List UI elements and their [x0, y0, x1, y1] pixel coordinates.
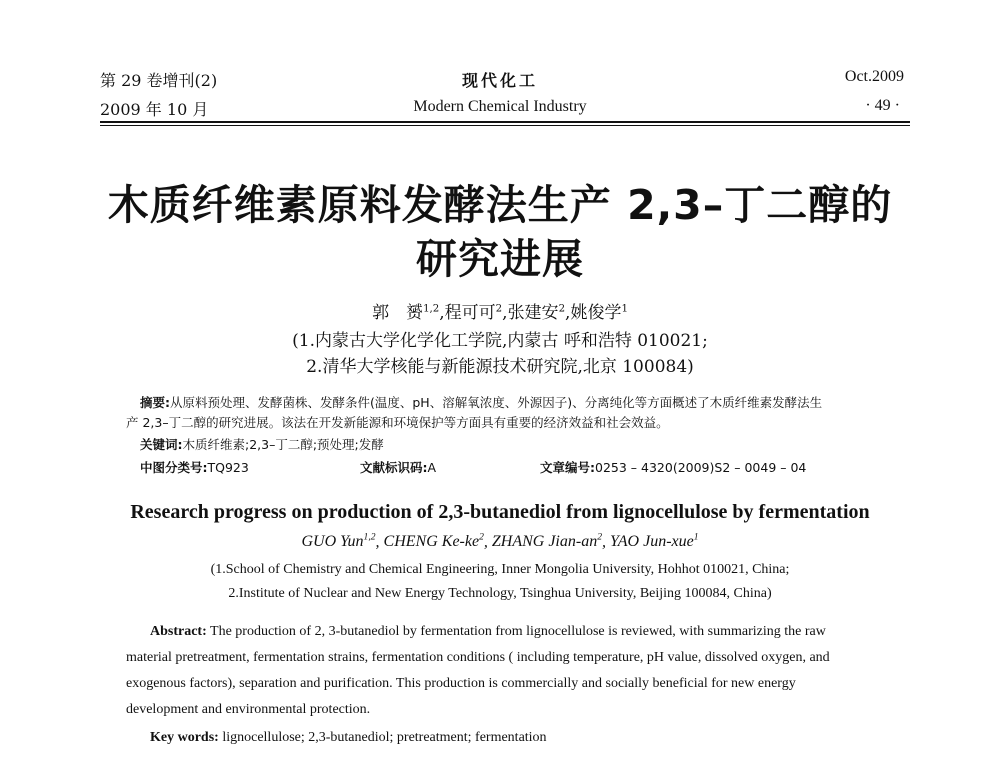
date-en: Oct.2009 [844, 68, 904, 85]
abstract-en-label: Abstract: [150, 624, 207, 639]
author-cn: 程可可$^2$ [444, 303, 503, 323]
abstract-cn-line2: 产 2,3–丁二醇的研究进展。该法在开发新能源和环境保护等方面具有重要的经济效益和社会效益。 [126, 415, 669, 430]
keywords-en: Key words: lignocellulose; 2,3-butanediol; pretreatment; fermentation [150, 730, 547, 745]
author-cn: 张建安$^2$ [507, 303, 566, 323]
journal-name-en: Modern Chemical Industry [413, 98, 587, 115]
author-cn: 郭 赟$^{1,2}$ [372, 303, 440, 323]
author-cn: 姚俊学$^1$ [570, 303, 628, 323]
document-code: 文献标识码:A [360, 460, 437, 475]
affiliation-en-line1: (1.School of Chemistry and Chemical Engineering, Inner Mongolia University, Hohhot 010021, China; [210, 562, 790, 577]
affiliation-cn-line2: 2.清华大学核能与新能源技术研究院,北京 100084) [306, 357, 694, 377]
header-rule-thin [100, 125, 910, 126]
author-en: ZHANG Jian-$an^2$ [491, 532, 602, 551]
affiliation-cn-line1: (1.内蒙古大学化学化工学院,内蒙古 呼和浩特 010021; [292, 331, 708, 351]
affiliation-en-line2: 2.Institute of Nuclear and New Energy Technology, Tsinghua University, Beijing 100084, China) [228, 586, 772, 601]
header-rule [100, 121, 910, 123]
article-number: 文章编号:0253 – 4320(2009)S2 – 0049 – 04 [540, 460, 807, 475]
date-cn: 2009 年 10 月 [100, 100, 209, 119]
authors-cn: 郭 赟$^{1,2}$,程可可$^2$,张建安$^2$,姚俊学$^1$ [372, 303, 628, 323]
abstract-en-line4: development and environmental protection. [126, 702, 371, 717]
abstract-en-line3: exogenous factors), separation and purification. This production is commercially and socially beneficial for new energy [126, 676, 796, 691]
page-number: · 49 · [865, 97, 900, 114]
journal-issue: 第 29 卷增刊(2) [100, 71, 218, 90]
author-en: YAO Jun-xue$^1$ [610, 532, 699, 551]
author-en: GUO Yun$^{1,2}$ [301, 532, 376, 551]
abstract-cn-line1: 摘要:从原料预处理、发酵菌株、发酵条件(温度、pH、溶解氧浓度、外源因子)、分离纯化等方面概述了木质纤维素发酵法生 [140, 395, 823, 410]
title-cn-line2: 研究进展 [416, 235, 584, 283]
abstract-cn-label: 摘要: [140, 395, 170, 410]
journal-name-cn: 现代化工 [461, 71, 538, 90]
title-en: Research progress on production of 2,3-butanediol from lignocellulose by fermentation [130, 501, 870, 523]
abstract-en-line2: material pretreatment, fermentation strains, fermentation conditions ( including temperature, pH value, dissolved oxygen, and [126, 650, 830, 665]
abstract-en-line1: Abstract: The production of 2, 3-butanediol by fermentation from lignocellulose is reviewed, with summarizing the raw [150, 624, 826, 639]
keywords-cn: 关键词:木质纤维素;2,3–丁二醇;预处理;发酵 [140, 437, 384, 452]
authors-en: GUO Yun$^{1,2}$, CHENG $Ke-ke^2$, ZHANG Jian-$an^2$, YAO Jun-xue$^1$ [301, 532, 699, 551]
clc-number: 中图分类号:TQ923 [140, 460, 249, 475]
title-cn-line1: 木质纤维素原料发酵法生产 2,3–丁二醇的 [107, 181, 893, 229]
author-en: CHENG $Ke-ke^2$ [383, 532, 484, 551]
